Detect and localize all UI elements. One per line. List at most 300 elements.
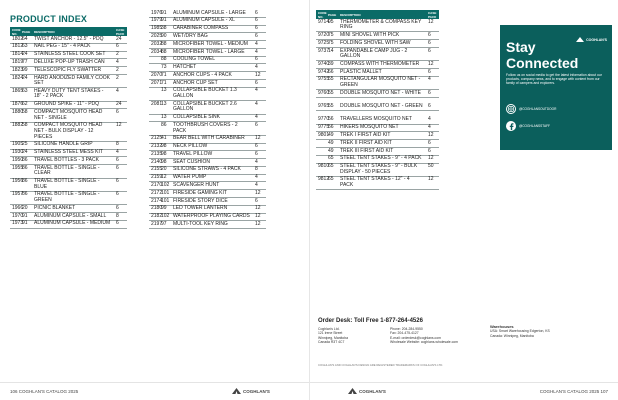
table-row	[316, 69, 439, 77]
page-cell: 86	[20, 165, 32, 178]
page-cell: 55	[326, 76, 338, 89]
case-pack-cell: 6	[426, 47, 439, 60]
case-pack-cell: 4	[114, 59, 127, 67]
case-pack-cell: 6	[114, 220, 127, 228]
description-cell: TREK II FIRST AID KIT	[338, 140, 426, 148]
code-cell	[149, 114, 159, 122]
header-page: PAGE	[20, 27, 32, 36]
order-desk-heading: Order Desk: Toll Free 1-877-264-4526	[318, 318, 423, 324]
case-pack-cell: 6	[253, 56, 266, 64]
instagram-link[interactable]	[506, 104, 556, 114]
case-pack-cell: 6	[114, 109, 127, 122]
description-cell: WATERPROOF PLAYING CARDS	[171, 213, 253, 221]
case-pack-cell: 4	[253, 114, 266, 122]
case-pack-cell: 4	[426, 117, 439, 124]
code-cell: 2182	[151, 213, 163, 220]
page-cell: 39	[326, 61, 338, 69]
page-cell: 62	[20, 101, 32, 109]
table-row	[149, 114, 266, 122]
code-cell	[149, 122, 159, 135]
table-row	[10, 149, 127, 157]
code-cell: 9740	[318, 60, 330, 67]
page-cell: 49	[326, 140, 338, 148]
table-row	[149, 80, 266, 88]
page-cell: 97	[159, 221, 171, 229]
page-cell: 75	[326, 32, 338, 40]
table-row	[10, 51, 127, 59]
description-cell: COOLING TOWEL	[171, 56, 253, 64]
table-row	[10, 220, 127, 228]
case-pack-cell: 6	[426, 32, 439, 40]
page-cell: 91	[20, 213, 32, 221]
description-cell: TRAVEL PILLOW	[171, 151, 253, 159]
case-pack-cell: 50	[426, 163, 439, 176]
description-cell: HARD ANODIZED FAMILY COOK SET	[32, 74, 114, 87]
description-cell: SILICONE HANDLE GRIP	[32, 141, 114, 149]
tent-logo-icon	[348, 388, 357, 395]
table-row	[10, 213, 127, 221]
code-cell	[149, 87, 159, 100]
code-cell: 2140	[151, 158, 163, 165]
case-pack-cell: 4	[253, 87, 266, 100]
case-pack-cell: 4	[253, 101, 266, 114]
promo-title-line-1: Stay	[506, 39, 536, 55]
description-cell: MICROFIBER TOWEL - LARGE	[171, 48, 253, 56]
fax: Fax: 204-475-4127	[390, 331, 419, 336]
table-row	[10, 59, 127, 67]
description-cell: ALUMINUM CAPSULE - LARGE	[171, 10, 253, 17]
case-pack-cell: 2	[114, 51, 127, 59]
case-pack-cell: 4	[114, 88, 127, 101]
page-cell: 98	[159, 159, 171, 167]
code-cell: 9765	[318, 103, 330, 110]
table-row	[10, 191, 127, 204]
description-cell: COMPACT MOSQUITO HEAD NET - BULK DISPLAY - 12 PIECES	[32, 122, 114, 141]
order-desk-block	[318, 318, 460, 345]
table-row	[149, 213, 266, 221]
code-cell: 1823	[12, 66, 24, 73]
table-row	[316, 117, 439, 124]
instagram-handle: @COGHLANSOUTDOOR	[519, 107, 557, 111]
case-pack-cell: 4	[253, 48, 266, 56]
order-contact	[390, 327, 458, 345]
description-cell: TWIST ANCHOR - 12.5" - PDQ	[32, 36, 114, 43]
case-pack-cell: 6	[253, 80, 266, 88]
case-pack-cell: 4	[253, 64, 266, 72]
table-row	[10, 122, 127, 141]
code-cell: 2170	[151, 182, 163, 188]
case-pack-cell: 6	[426, 140, 439, 148]
table-row	[149, 122, 266, 135]
code-cell: 2025	[151, 32, 163, 39]
description-cell: WATER PUMP	[171, 174, 253, 182]
table-row	[10, 165, 127, 178]
case-pack-cell: 4	[253, 159, 266, 167]
case-pack-cell: 6	[253, 151, 266, 159]
case-pack-cell: 12	[426, 155, 439, 163]
code-cell: 1905	[12, 141, 24, 148]
case-pack-cell: 8	[114, 141, 127, 149]
description-cell: HEAVY DUTY TENT STAKES - 18" - 2 PACK	[32, 88, 114, 101]
code-cell: 1876	[12, 101, 24, 108]
product-index-table-1	[10, 27, 127, 229]
facebook-icon	[506, 121, 516, 131]
page-cell: 102	[161, 182, 170, 188]
description-cell: COLLAPSIBLE BUCKET 2.6 GALLON	[171, 101, 253, 114]
code-cell: 1865	[10, 88, 20, 101]
code-cell: 2155	[151, 166, 163, 173]
description-cell: SILICONE STRAWS - 4 PACK	[171, 166, 253, 174]
case-pack-cell: 6	[114, 205, 127, 213]
case-pack-cell: 6	[253, 17, 266, 25]
page-cell: 102	[161, 213, 170, 220]
description-cell: PLASTIC MALLET	[338, 69, 426, 77]
description-cell: TRAVEL BOTTLES - 3 PACK	[32, 157, 114, 165]
case-pack-cell: 6	[253, 143, 266, 151]
right-footer	[310, 382, 618, 400]
page-cell: 91	[20, 220, 32, 228]
warehouses-block	[490, 325, 612, 338]
page-cell: 66	[326, 69, 338, 77]
description-cell: CARABINER COMPASS	[171, 25, 253, 33]
description-cell: TRAVEL BOTTLE - SINGLE - BLUE	[32, 178, 114, 191]
description-cell: TELESCOPIC FLY SWATTER	[32, 67, 114, 75]
warehouse-line: USA: Smart Warehousing Edgerton, KS	[490, 329, 550, 334]
code-cell: 9714	[316, 19, 326, 32]
code-cell: 9770	[318, 116, 330, 123]
table-row	[10, 157, 127, 165]
page-cell: 20	[159, 166, 171, 174]
case-pack-cell: 12	[253, 72, 266, 80]
case-pack-cell: 24	[114, 36, 127, 43]
page-cell: 56	[326, 117, 338, 124]
page-cell: 55	[326, 104, 338, 111]
page-cell: 49	[326, 147, 338, 155]
page-cell: 24	[20, 74, 32, 87]
description-cell: BEAR BELL WITH CARABINER	[171, 135, 253, 143]
case-pack-cell: 4	[426, 124, 439, 132]
table-row	[10, 109, 127, 122]
code-cell: 1973	[12, 220, 24, 227]
table-row	[10, 178, 127, 191]
page-cell: 86	[159, 122, 171, 135]
page-cell: 88	[159, 56, 171, 64]
tent-logo-icon	[232, 388, 241, 395]
code-cell: 9812	[316, 176, 326, 189]
promo-title	[506, 39, 578, 71]
case-pack-cell: 6	[253, 10, 266, 17]
case-pack-cell: 12	[253, 213, 266, 221]
case-pack-cell: 12	[426, 61, 439, 69]
table-row	[316, 47, 439, 60]
case-pack-cell: 8	[114, 213, 127, 221]
table-row	[316, 155, 439, 163]
table-row	[149, 151, 266, 159]
table-row	[316, 176, 439, 189]
case-pack-cell: 12	[253, 205, 266, 213]
code-cell: 9755	[316, 76, 326, 89]
page-title: PRODUCT INDEX	[10, 14, 88, 24]
page-cell: 12	[159, 174, 171, 182]
facebook-link[interactable]	[506, 121, 550, 131]
page-cell: 55	[326, 90, 338, 98]
table-row	[149, 17, 266, 25]
code-cell: 2081	[149, 101, 159, 114]
page-cell: 38	[159, 25, 171, 33]
page-cell: 65	[326, 163, 338, 176]
table-row	[10, 74, 127, 87]
page-cell: 91	[159, 10, 171, 17]
table-row	[316, 32, 439, 40]
code-cell: 1955	[10, 165, 20, 178]
case-pack-cell: 12	[114, 122, 127, 141]
page-cell: 64	[20, 36, 32, 43]
page-cell: 41	[159, 135, 171, 143]
table-row	[10, 141, 127, 149]
code-cell: 2070	[151, 71, 163, 78]
code-cell: 9810	[316, 163, 326, 176]
code-cell: 1957	[10, 191, 20, 204]
code-cell: 2135	[151, 150, 163, 157]
description-cell: PICNIC BLANKET	[32, 205, 114, 213]
description-cell: DOUBLE MOSQUITO NET - WHITE	[338, 90, 426, 98]
description-cell: FIRESIDE STORY DICE	[171, 197, 253, 205]
page-cell: 98	[159, 143, 171, 151]
description-cell: RECTANGULAR MOSQUITO NET - GREEN	[338, 76, 426, 89]
case-pack-cell: 12	[253, 190, 266, 198]
table-row	[149, 41, 266, 49]
table-row	[149, 33, 266, 41]
case-pack-cell: 6	[114, 191, 127, 204]
instagram-icon	[506, 104, 516, 114]
table-row	[10, 67, 127, 75]
page-cell: 86	[20, 157, 32, 165]
table-row	[10, 88, 127, 101]
case-pack-cell: 2	[114, 67, 127, 75]
table-row	[149, 197, 266, 205]
case-pack-cell: 6	[114, 157, 127, 165]
case-pack-cell: 6	[253, 197, 266, 205]
case-pack-cell: 6	[426, 90, 439, 98]
table-row	[149, 101, 266, 114]
page-cell: 13	[159, 101, 171, 114]
table-row	[316, 61, 439, 69]
case-pack-cell: 6	[426, 69, 439, 77]
code-cell: 1812	[12, 43, 24, 50]
case-pack-cell: 12	[253, 135, 266, 143]
code-cell	[149, 56, 159, 64]
promo-title-line-2: Connected	[506, 55, 579, 71]
case-pack-cell: 6	[426, 40, 439, 48]
table-row	[316, 90, 439, 98]
brand-name: COGHLAN'S	[243, 389, 270, 394]
page-cell: 13	[159, 87, 171, 100]
code-cell: 2174	[151, 197, 163, 204]
warehouses-heading: Warehouses	[490, 324, 514, 329]
facebook-handle: @COGHLANSSTAFF	[519, 124, 550, 128]
trademark-notice: COGHLAN'S AND COGHLAN'S DESIGN ARE REGISTERED TRADEMARKS OF COGHLAN'S LTD.	[318, 363, 444, 367]
description-cell: THERMOMETER & COMPASS KEY RING	[338, 19, 426, 32]
description-cell: MULTI-TOOL KEY RING	[171, 221, 253, 229]
left-footer	[0, 382, 309, 400]
table-row	[10, 43, 127, 51]
code-cell: 1970	[12, 212, 24, 219]
table-row	[149, 64, 266, 72]
product-index-table-3	[316, 10, 439, 190]
description-cell: WET/DRY BAG	[171, 33, 253, 41]
description-cell: SCAVENGER HUNT	[171, 182, 253, 190]
table-row	[149, 10, 266, 17]
header-code: CODE NO.	[318, 10, 327, 19]
code-cell: 2172	[151, 189, 163, 196]
address-line: 121 Irene Street	[318, 331, 343, 336]
code-cell	[149, 64, 159, 72]
table-row	[316, 140, 439, 148]
promo-brand-name: COGHLAN'S	[586, 38, 607, 42]
footer-logo-right	[348, 388, 386, 395]
table-row	[149, 174, 266, 182]
code-cell: 1976	[151, 9, 163, 16]
table-row	[316, 76, 439, 89]
header-description: DESCRIPTION	[32, 27, 114, 36]
description-cell: MINI SHOVEL WITH PICK	[338, 32, 426, 40]
table-row	[149, 143, 266, 151]
page-cell: 71	[159, 80, 171, 88]
case-pack-cell: 6	[253, 122, 266, 135]
page-cell: 58	[20, 109, 32, 122]
table-header	[316, 10, 439, 19]
page-cell: 65	[326, 176, 338, 189]
header-case-pack: CASE PACK	[426, 10, 439, 19]
left-page-number: 106 COGHLAN'S CATALOG 2025	[10, 389, 79, 394]
brand-name: COGHLAN'S	[359, 389, 386, 394]
table-header	[10, 27, 127, 36]
page-cell: 91	[159, 17, 171, 25]
page-cell: 20	[20, 205, 32, 213]
case-pack-cell: 6	[114, 178, 127, 191]
warehouse-line: Canada: Winnipeg, Manitoba	[490, 333, 534, 338]
code-cell: 1880	[10, 109, 20, 122]
description-cell: HATCHET	[171, 64, 253, 72]
header-page: PAGE	[326, 10, 338, 19]
email-link[interactable]: E-mail: orderdesk@coghlans.com	[390, 335, 441, 340]
code-cell: 1966	[12, 204, 24, 211]
description-cell: HIKERS MOSQUITO NET	[338, 124, 426, 132]
code-cell: 2034	[151, 48, 163, 55]
description-cell: NAIL PEG - 15" - 4 PACK	[32, 43, 114, 51]
code-cell: 2071	[151, 79, 163, 86]
description-cell: COMPASS WITH THERMOMETER	[338, 61, 426, 69]
description-cell: TREK I FIRST AID KIT	[338, 132, 426, 140]
table-row	[316, 163, 439, 176]
description-cell: STAINLESS STEEL COOK SET	[32, 51, 114, 59]
page-cell: 98	[159, 151, 171, 159]
code-cell: 9737	[316, 47, 326, 60]
header-case-pack: CASE PACK	[114, 27, 127, 36]
code-cell: 9775	[318, 124, 330, 131]
case-pack-cell: 8	[253, 166, 266, 174]
code-cell: 1985	[151, 25, 163, 32]
page-cell: 49	[326, 132, 338, 140]
case-pack-cell: 6	[253, 25, 266, 33]
case-pack-cell: 6	[114, 43, 127, 51]
code-cell: 9801	[318, 131, 330, 138]
description-cell: ALUMINUM CAPSULE - XL	[171, 17, 253, 25]
promo-description: Follow us on social media to get the latest information about our products, company news, and to engage with content from our family of campers and explorers.	[506, 73, 602, 86]
code-cell: 9742	[318, 68, 330, 75]
case-pack-cell: 2	[114, 74, 127, 87]
description-cell: TRAVEL BOTTLE - SINGLE - GREEN	[32, 191, 114, 204]
case-pack-cell: 4	[426, 76, 439, 89]
code-cell: 1819	[12, 58, 24, 65]
case-pack-cell: 24	[114, 101, 127, 109]
page-cell: 101	[161, 189, 170, 196]
page-cell: 58	[20, 122, 32, 141]
address-line: Canada R3T 4C7	[318, 340, 345, 345]
code-cell	[316, 155, 326, 163]
page-cell: 63	[20, 88, 32, 101]
code-cell: 2180	[151, 205, 163, 212]
description-cell: GROUND SPIKE - 11" - PDQ	[32, 101, 114, 109]
description-cell: TOOTHBRUSH COVERS - 2 PACK	[171, 122, 253, 135]
description-cell: STEEL TENT STAKES - 9" - 4 PACK	[338, 155, 426, 163]
page-cell: 99	[20, 67, 32, 75]
description-cell: MICROFIBER TOWEL - MEDIUM	[171, 41, 253, 49]
footer-logo-left	[232, 388, 270, 395]
page-cell: 86	[20, 191, 32, 204]
page-cell: 73	[159, 64, 171, 72]
description-cell: SEAT CUSHION	[171, 159, 253, 167]
description-cell: COLLAPSIBLE BUCKET 1.3 GALLON	[171, 87, 253, 100]
order-address	[318, 327, 384, 345]
address-line: Winnipeg, Manitoba	[318, 335, 348, 340]
table-row	[10, 101, 127, 109]
product-index-table-2	[149, 10, 266, 229]
page-cell: 90	[159, 33, 171, 41]
table-row	[149, 159, 266, 167]
code-cell: 9760	[318, 89, 330, 96]
table-row	[149, 190, 266, 198]
case-pack-cell: 4	[253, 182, 266, 190]
code-cell: 2125	[151, 135, 163, 142]
page-cell: 13	[159, 114, 171, 122]
page-cell: 77	[20, 59, 32, 67]
code-cell: 2132	[151, 143, 163, 150]
description-cell: STAINLESS STEEL MESS KIT	[32, 149, 114, 157]
table-row	[149, 87, 266, 100]
page-cell: 86	[20, 178, 32, 191]
page-cell: 14	[326, 47, 338, 60]
code-cell: 1930	[12, 149, 24, 156]
page-cell: 99	[159, 205, 171, 213]
description-cell: TRAVELLERS MOSQUITO NET	[338, 117, 426, 124]
table-row	[10, 36, 127, 43]
case-pack-cell: 4	[253, 41, 266, 49]
case-pack-cell: 12	[253, 221, 266, 229]
website-link[interactable]: Wholesale Website: coghlans-wholesale.com	[390, 340, 458, 345]
table-row	[316, 40, 439, 48]
table-row	[149, 205, 266, 213]
page-cell: 101	[161, 197, 170, 204]
description-cell: NECK PILLOW	[171, 143, 253, 151]
page-cell: 88	[159, 41, 171, 49]
code-cell: 1979	[151, 17, 163, 24]
case-pack-cell: 12	[426, 19, 439, 32]
table-row	[316, 147, 439, 155]
description-cell: FIRESIDE GAMING KIT	[171, 190, 253, 198]
case-pack-cell: 12	[426, 132, 439, 140]
code-cell: 9725	[318, 39, 330, 46]
